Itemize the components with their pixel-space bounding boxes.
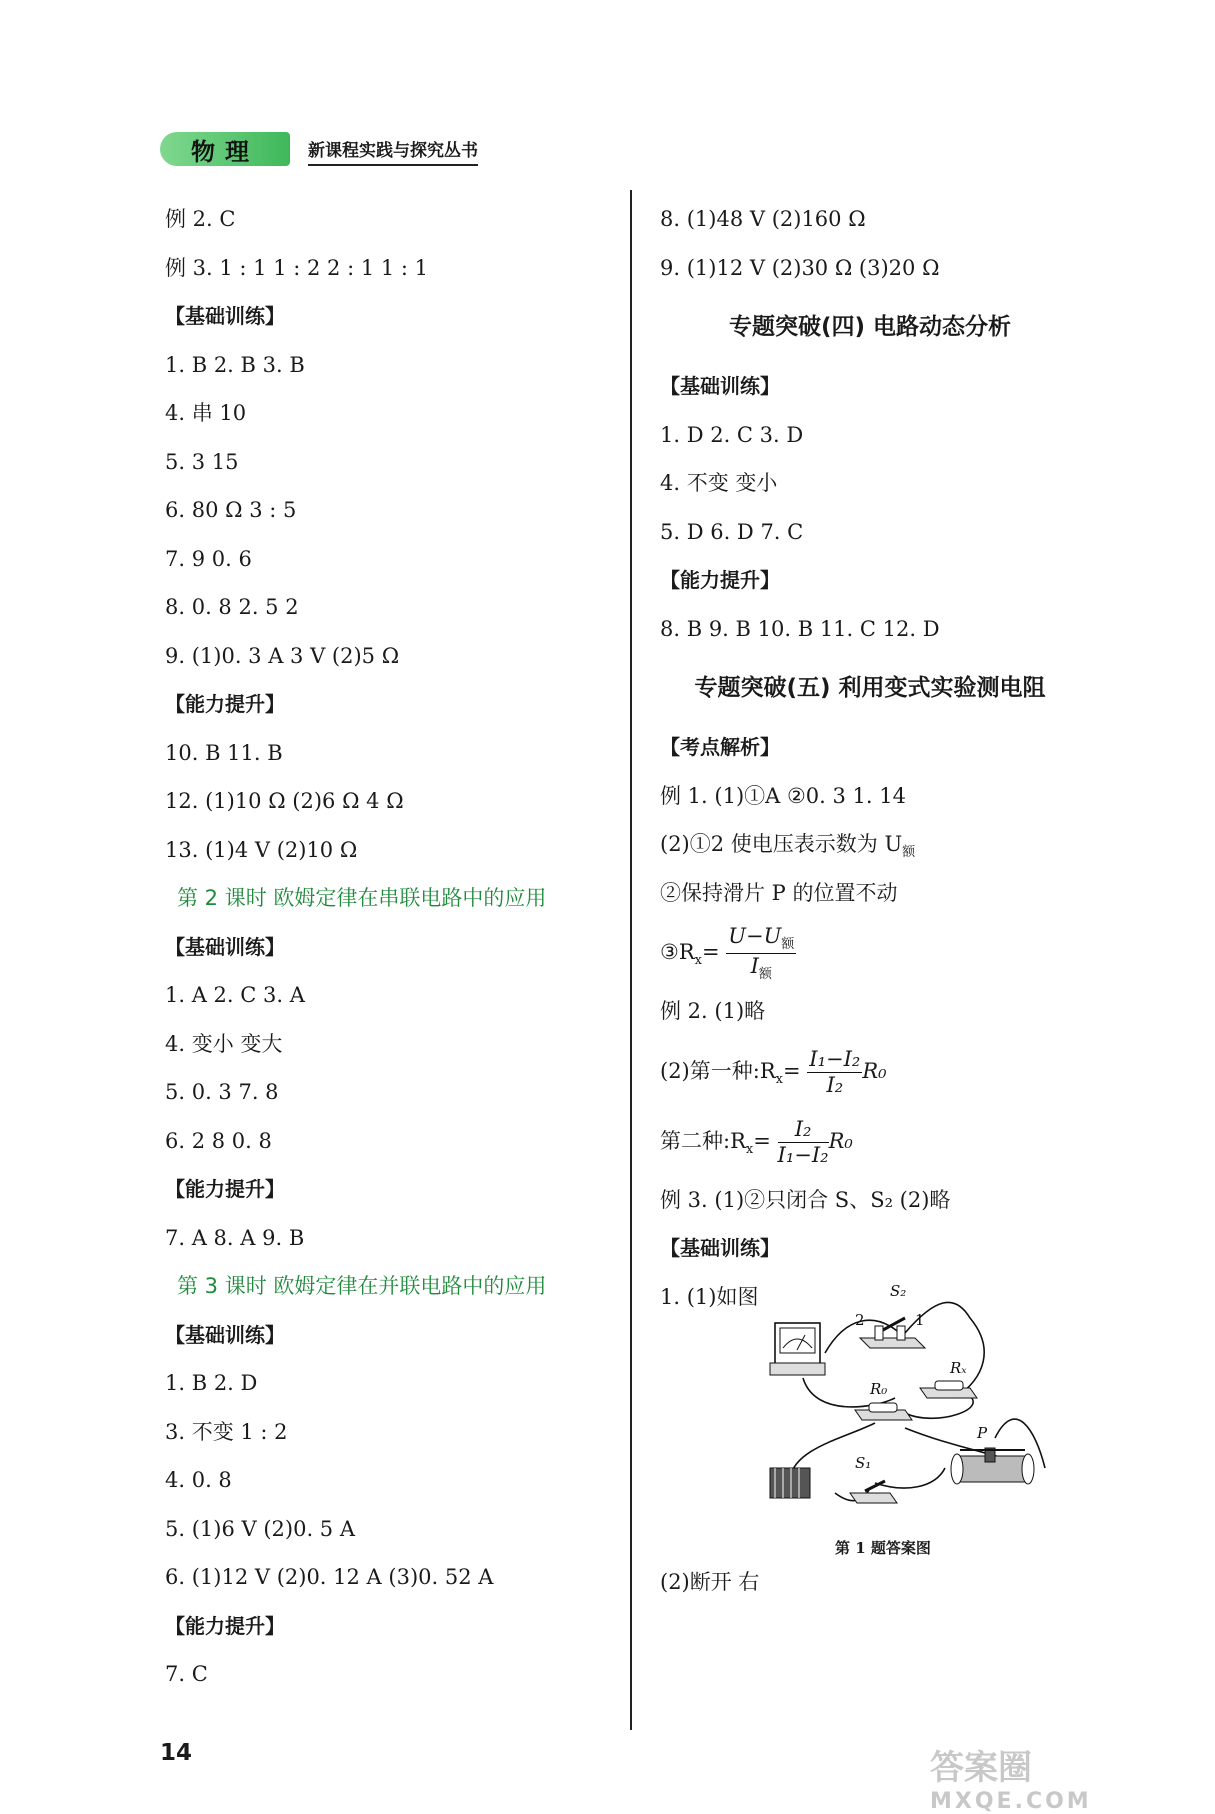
- left-column: [165, 195, 620, 1699]
- fraction: [726, 924, 796, 983]
- answer-line: 7. A 8. A 9. B: [165, 1225, 305, 1250]
- page-header: [160, 130, 478, 166]
- formula-line: (2)第一种$:R_x=$ $\frac{\text{I₁−I₂}}{\text{I₂}}$ R₀: [660, 1047, 887, 1097]
- numerator: I₂: [778, 1117, 829, 1142]
- denominator: I₂: [826, 1072, 844, 1097]
- subscript: x: [694, 953, 702, 969]
- switch-s1-icon: [850, 1481, 897, 1503]
- numerator: $U-U_额$: [728, 923, 795, 953]
- circuit-figure: [660, 1273, 1080, 1558]
- answer-line: [660, 820, 1080, 869]
- label-1: 1: [915, 1310, 925, 1329]
- topic-title: 专题突破(五) 利用变式实验测电阻: [694, 675, 1046, 701]
- page-number: 14: [160, 1740, 193, 1766]
- answer-line: 4. 串 10: [165, 401, 247, 425]
- equals-sign: =: [701, 940, 720, 964]
- fraction: [778, 1117, 829, 1166]
- label-p: P: [977, 1423, 988, 1442]
- circuit-diagram: [755, 1278, 1055, 1528]
- resistor-rx-icon: [920, 1381, 977, 1398]
- watermark-logo: 答案圈 MXQE.COM: [930, 1748, 1092, 1814]
- denominator: $I_额$: [750, 954, 772, 983]
- figure-caption: 第 1 题答案图: [835, 1538, 931, 1557]
- answer-line: 8. 0. 8 2. 5 2: [165, 595, 299, 619]
- answer-line: 9. (1)0. 3 A 3 V (2)5 Ω: [165, 643, 400, 668]
- answer-line: 4. 0. 8: [165, 1468, 232, 1492]
- topic-title: 专题突破(四) 电路动态分析: [728, 314, 1012, 340]
- answer-line: 7. 9 0. 6: [165, 546, 252, 571]
- answer-line: (2)断开 右: [660, 1569, 760, 1594]
- series-title: 新课程实践与探究丛书: [308, 136, 478, 166]
- formula-line: 第二种$:R_x=$ $\frac{\text{I₂}}{\text{I₁−I₂}}$ R₀: [660, 1117, 853, 1167]
- section-heading: 【考点解析】: [660, 735, 780, 759]
- battery-icon: [770, 1468, 810, 1498]
- denominator: I₁−I₂: [777, 1142, 829, 1167]
- answer-line: 1. (1)如图: [660, 1284, 759, 1309]
- answer-line: 6. (1)12 V (2)0. 12 A (3)0. 52 A: [165, 1565, 494, 1589]
- section-heading: 【能力提升】: [660, 568, 780, 592]
- resistor-symbol: R₀: [828, 1128, 853, 1153]
- resistor-symbol: R₀: [862, 1058, 887, 1083]
- column-divider: [630, 190, 632, 1730]
- answer-line: 4. 不变 变小: [660, 471, 778, 495]
- answer-line: ②保持滑片 P 的位置不动: [660, 880, 898, 905]
- answer-line: 13. (1)4 V (2)10 Ω: [165, 837, 358, 862]
- answer-line: 例 2. C: [165, 207, 236, 231]
- section-heading: 【能力提升】: [165, 1177, 285, 1201]
- answer-line: 例 3. 1 : 1 1 : 2 2 : 1 1 : 1: [165, 255, 429, 280]
- label-s1: S₁: [855, 1453, 872, 1472]
- section-heading: 【基础训练】: [165, 304, 285, 328]
- answer-line: 例 1. (1)①A ②0. 3 1. 14: [660, 783, 906, 808]
- answer-line: 1. B 2. D: [165, 1371, 258, 1395]
- answer-line: 5. (1)6 V (2)0. 5 A: [165, 1516, 355, 1541]
- answer-line: 1. B 2. B 3. B: [165, 352, 305, 377]
- answer-line: 5. 0. 3 7. 8: [165, 1080, 279, 1104]
- answer-line: 例 3. (1)②只闭合 S、S₂ (2)略: [660, 1187, 951, 1212]
- section-heading: 【能力提升】: [165, 1613, 285, 1638]
- lesson-title: 第 3 课时 欧姆定律在并联电路中的应用: [177, 1274, 547, 1298]
- answer-line: 5. D 6. D 7. C: [660, 519, 804, 544]
- right-column: [660, 195, 1080, 1606]
- answer-text: ③R: [660, 940, 695, 964]
- fraction: [807, 1047, 862, 1096]
- answer-text: 第二种:R: [660, 1128, 746, 1153]
- section-heading: 【基础训练】: [165, 1322, 285, 1347]
- answer-line: 9. (1)12 V (2)30 Ω (3)20 Ω: [660, 255, 940, 280]
- answer-line: 1. A 2. C 3. A: [165, 983, 305, 1007]
- answer-line: 6. 2 8 0. 8: [165, 1128, 272, 1153]
- section-heading: 【基础训练】: [165, 934, 285, 959]
- answer-line: 8. (1)48 V (2)160 Ω: [660, 207, 866, 231]
- answer-text: (2)①2 使电压表示数为 U: [660, 832, 903, 856]
- label-2: 2: [855, 1310, 865, 1329]
- answer-line: 6. 80 Ω 3 : 5: [165, 498, 297, 522]
- answer-text: (2)第一种:R: [660, 1058, 776, 1083]
- section-heading: 【基础训练】: [660, 374, 780, 398]
- answer-line: 8. B 9. B 10. B 11. C 12. D: [660, 616, 940, 641]
- subscript: 额: [902, 845, 916, 861]
- answer-line: 7. C: [165, 1662, 208, 1686]
- formula-line: [660, 917, 1080, 987]
- answer-line: 例 2. (1)略: [660, 999, 766, 1023]
- answer-line: 12. (1)10 Ω (2)6 Ω 4 Ω: [165, 789, 404, 813]
- section-heading: 【基础训练】: [660, 1236, 780, 1260]
- answer-line: 1. D 2. C 3. D: [660, 422, 804, 447]
- section-heading: 【能力提升】: [165, 692, 285, 716]
- voltmeter-icon: [770, 1323, 825, 1375]
- answer-line: 4. 变小 变大: [165, 1031, 283, 1056]
- numerator: I₁−I₂: [809, 1047, 861, 1072]
- answer-line: 3. 不变 1 : 2: [165, 1419, 288, 1444]
- rheostat-icon: [951, 1448, 1034, 1484]
- label-s2: S₂: [890, 1281, 907, 1300]
- label-r0: R₀: [870, 1379, 888, 1398]
- label-rx: Rₓ: [950, 1358, 967, 1377]
- answer-line: 5. 3 15: [165, 449, 239, 474]
- answer-line: 10. B 11. B: [165, 740, 283, 765]
- subject-badge: 物理: [160, 132, 290, 166]
- lesson-title: 第 2 课时 欧姆定律在串联电路中的应用: [177, 886, 547, 910]
